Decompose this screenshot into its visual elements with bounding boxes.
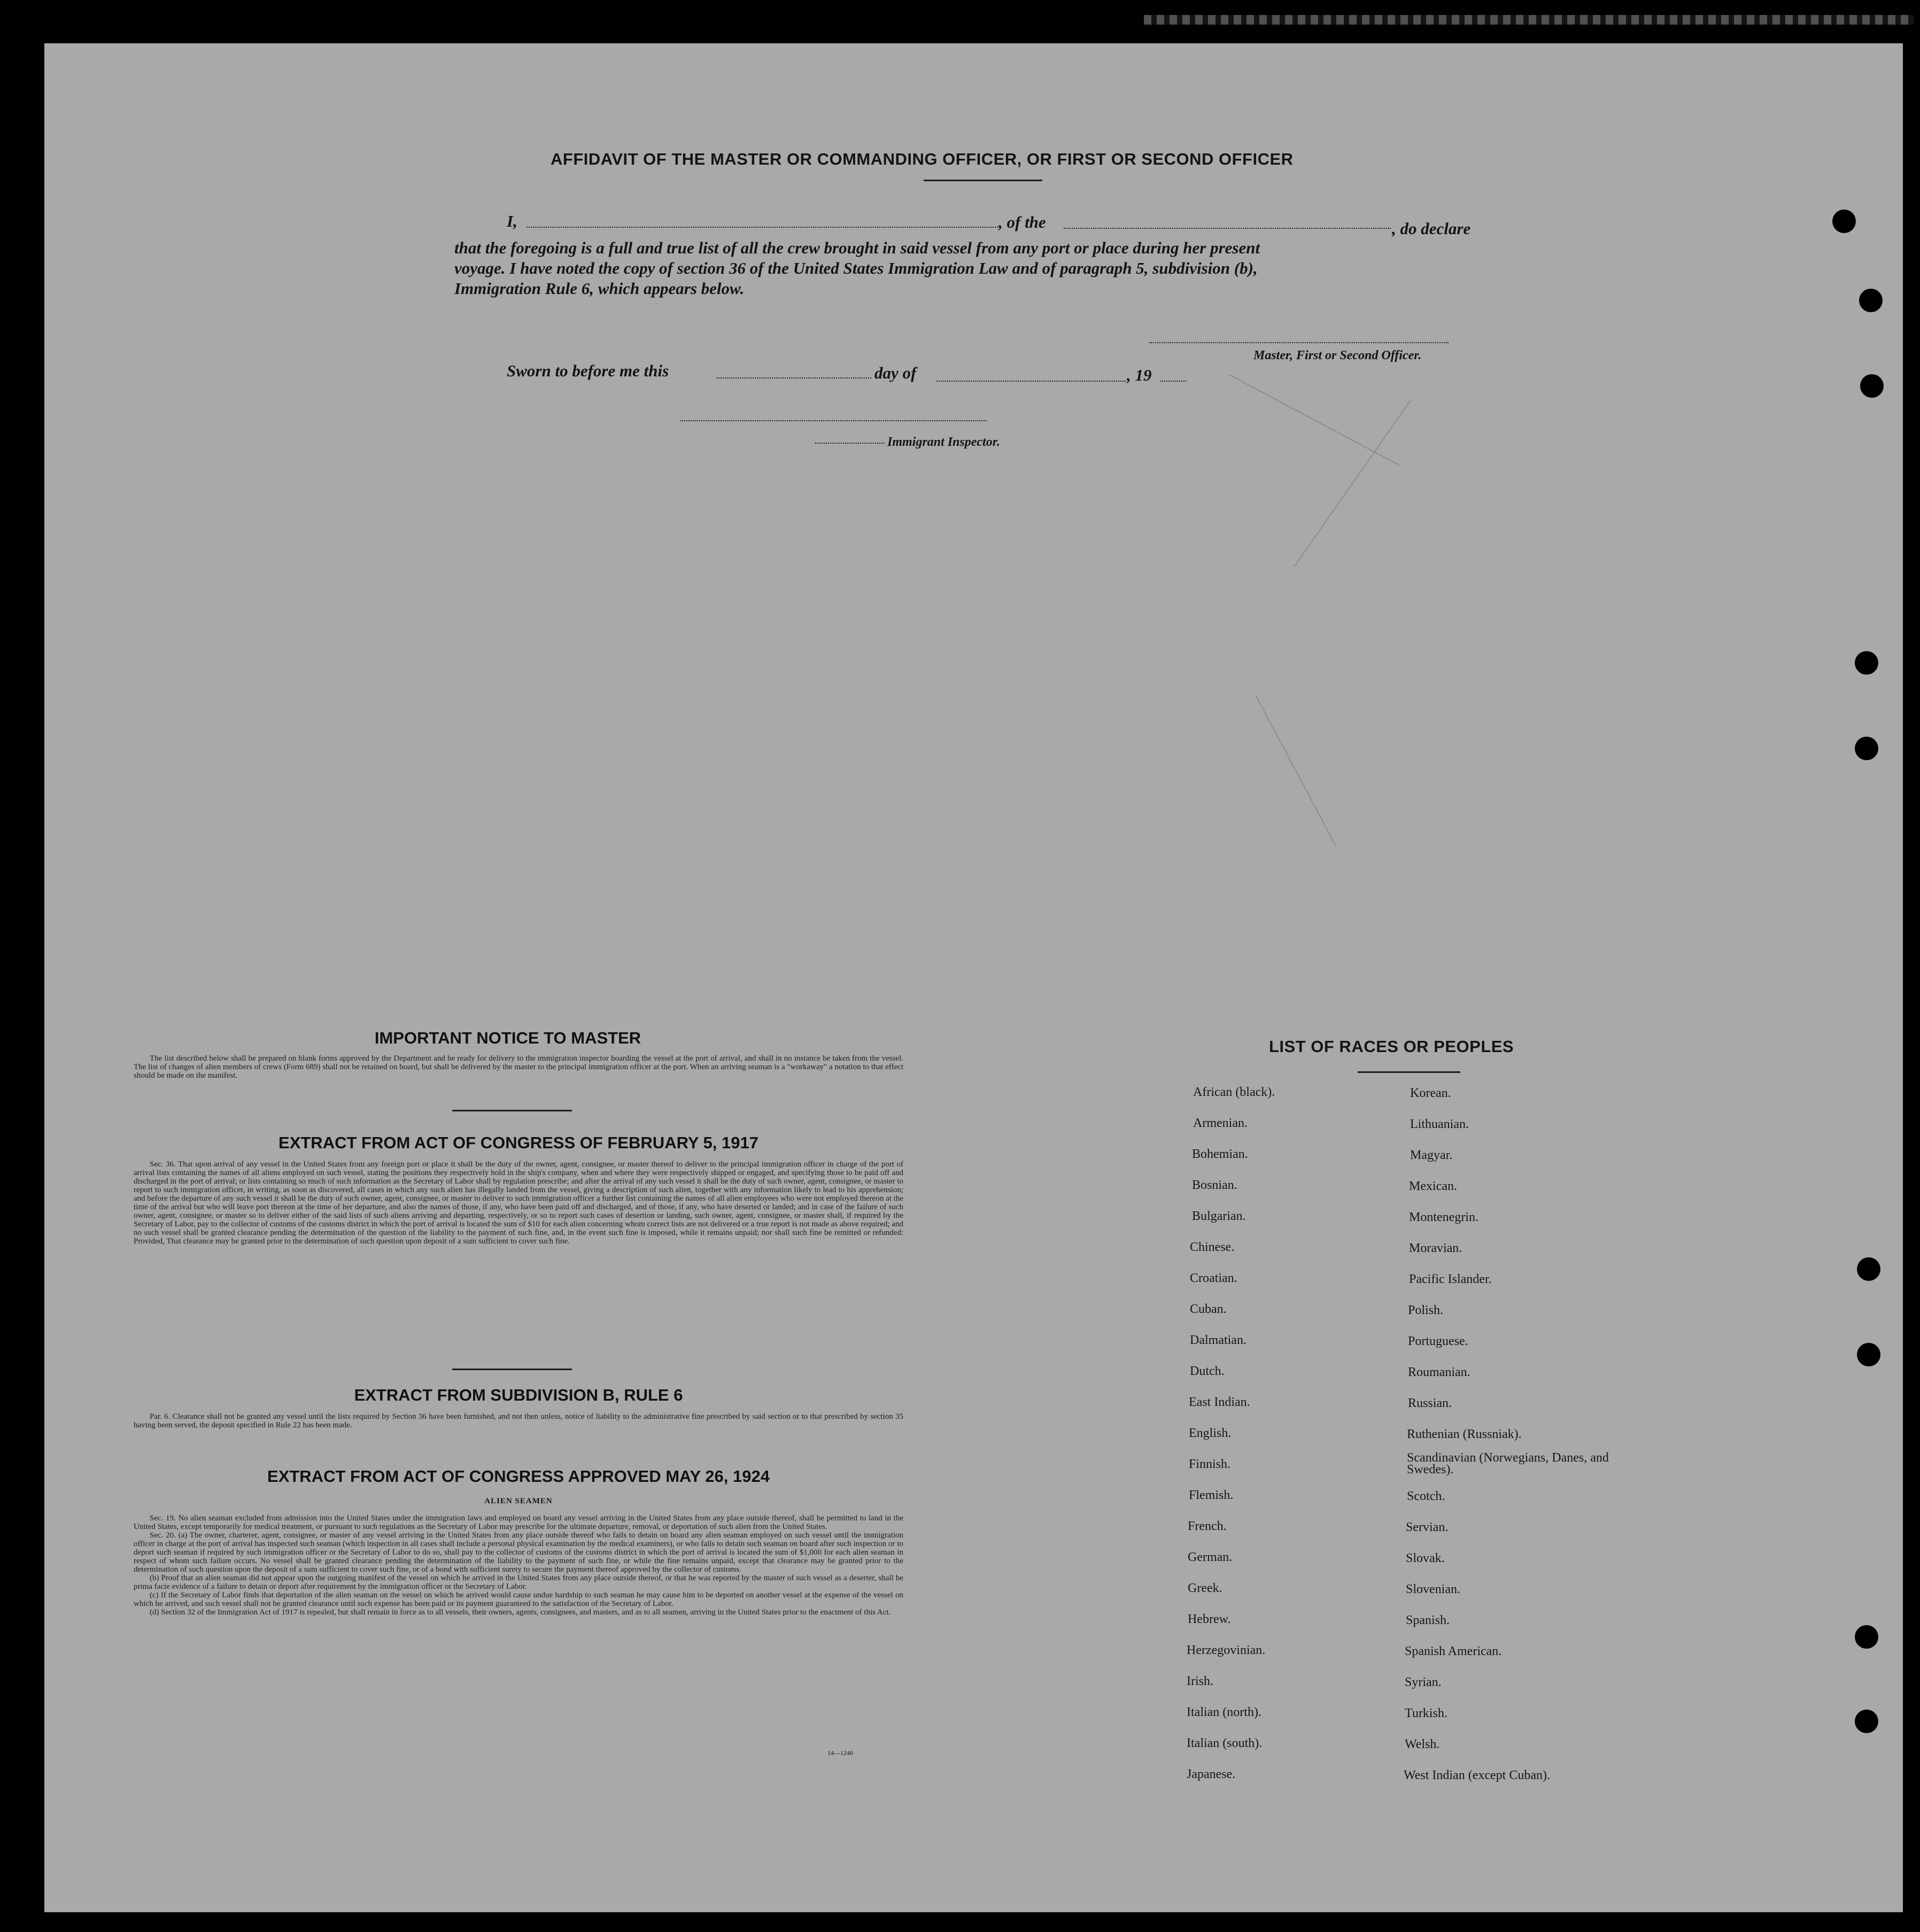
race-item: Servian. bbox=[1406, 1520, 1449, 1534]
race-item: Ruthenian (Russniak). bbox=[1407, 1427, 1522, 1441]
sworn-year-label: , 19 bbox=[1127, 366, 1152, 384]
film-edge bbox=[1144, 15, 1914, 25]
race-item: East Indian. bbox=[1189, 1395, 1250, 1409]
race-item: Dalmatian. bbox=[1190, 1333, 1247, 1347]
section-divider bbox=[452, 1369, 572, 1370]
extract-1924-paragraph: Sec. 20. (a) The owner, charterer, agent, consignee, or master of any vessel arriving in the United States from any place outside thereof who fails to detain on board any alien seaman employed on such vessel until the immigration officer in charge at the port of arrival has inspected such seaman (which inspection in all cases shall include a personal physical examination by the medical examiners), or who fails to detain such seaman on board after such inspection or to deport such seaman if required by such immigration officer or the Secretary of Labor to do so, shall pay to the collector of customs of the customs district in which the port of arrival is located the sum of $1,000 for each alien seaman in respect of whom such failure occurs. No vessel shall be granted clearance pending the determination of the liability to the payment of such fine, or while the fine remains unpaid, except that clearance may be granted prior to the determination of such question upon the deposit of a sum sufficient to cover such fine, or of a bond with sufficient surety to secure the payment thereof approved by the collector of customs. bbox=[134, 1531, 903, 1574]
extract-rule6-title: EXTRACT FROM SUBDIVISION B, RULE 6 bbox=[354, 1386, 683, 1404]
extract-1917-paragraph: Sec. 36. That upon arrival of any vessel in the United States from any foreign port or place it shall be the duty of the owner, agent, consignee, or master thereof to deliver to the principal immigration officer in charge of the port of arrival lists containing the names of all aliens employed on such vessel, stating the positions they respectively hold in the ship's company, when and where they were respectively shipped or engaged, and specifying those to be paid off and discharged in the port of arrival; or lists containing so much of such information as the Secretary of Labor shall by regulation prescribe; and after the arrival of any such vessel it shall be the duty of such owner, agent, consignee, or master to report to such immigration officer, in writing, as soon as discovered, all cases in which any such alien has illegally landed from the vessel, giving a description of such alien, together with any information likely to lead to his apprehension; and before the departure of any such vessel it shall be the duty of such owner, agent, consignee, or master to deliver to such immigration officer a further list containing the names of all alien employees who were not employed thereon at the time of the arrival but who will leave port thereon at the time of her departure, and also the names of those, if any, who have been paid off and discharged, and of those, if any, who have deserted or landed; and in case of the failure of such owner, agent, consignee, or master so to deliver either of the said lists of such aliens arriving and departing, respectively, or so to report such cases of desertion or landing, such owner, agent, consignee, or master shall, if required by the Secretary of Labor, pay to the collector of customs of the customs district in which the port of arrival is located the sum of $10 for each alien concerning whom correct lists are not delivered or a true report is not made as above required; and no such vessel shall be granted clearance pending the determination of the question of the liability to the payment of such fine, and, in the event such fine is imposed, while it remains unpaid; nor shall such fine be remitted or refunded: Provided, That clearance may be granted prior to the determination of such question upon deposit of a sum sufficient to cover such fine. bbox=[134, 1160, 903, 1246]
vessel-name-blank[interactable] bbox=[1064, 228, 1391, 229]
punch-hole bbox=[1832, 210, 1856, 233]
race-item: Flemish. bbox=[1189, 1488, 1234, 1502]
notice-title: IMPORTANT NOTICE TO MASTER bbox=[374, 1029, 641, 1047]
punch-hole bbox=[1855, 737, 1878, 760]
races-title-underline bbox=[1358, 1071, 1460, 1073]
race-item: Montenegrin. bbox=[1409, 1210, 1478, 1224]
race-item: Mexican. bbox=[1409, 1179, 1457, 1193]
punch-hole bbox=[1860, 374, 1884, 398]
race-item: Italian (south). bbox=[1187, 1736, 1263, 1750]
punch-hole bbox=[1855, 651, 1878, 675]
race-item: Moravian. bbox=[1409, 1241, 1462, 1255]
master-name-blank[interactable] bbox=[527, 227, 998, 228]
affidavit-line-2: that the foregoing is a full and true list of all the crew brought in said vessel from any port or place during her present bbox=[454, 238, 1260, 257]
extract-1924-title: EXTRACT FROM ACT OF CONGRESS APPROVED MAY 26, 1924 bbox=[267, 1467, 770, 1486]
race-item: Lithuanian. bbox=[1410, 1117, 1469, 1131]
race-item: Cuban. bbox=[1190, 1302, 1227, 1316]
extract-rule6-text bbox=[134, 1412, 903, 1429]
race-item: English. bbox=[1189, 1426, 1232, 1440]
race-item: Slovak. bbox=[1406, 1551, 1445, 1565]
race-item: Dutch. bbox=[1190, 1364, 1225, 1378]
extract-1917-text bbox=[134, 1160, 903, 1246]
race-item: French. bbox=[1188, 1519, 1227, 1533]
race-item: Chinese. bbox=[1190, 1240, 1235, 1254]
master-signature-blank[interactable] bbox=[1149, 342, 1449, 343]
affidavit-line-3: voyage. I have noted the copy of section 36 of the United States Immigration Law and of paragraph 5, subdivision (b), bbox=[454, 259, 1258, 277]
extract-1917-title: EXTRACT FROM ACT OF CONGRESS OF FEBRUARY 5, 1917 bbox=[278, 1133, 758, 1152]
punch-hole bbox=[1855, 1710, 1878, 1733]
race-item: Irish. bbox=[1187, 1674, 1213, 1688]
race-item: Scandinavian (Norwegians, Danes, and Swedes). bbox=[1407, 1451, 1609, 1477]
extract-1924-paragraph: (d) Section 32 of the Immigration Act of 1917 is repealed, but shall remain in force as to all vessels, their owners, agents, consignees, and masters, and as to all seamen, arriving in the United States prior to the enactment of this Act. bbox=[150, 1608, 891, 1617]
race-item: Hebrew. bbox=[1188, 1612, 1231, 1626]
punch-hole bbox=[1857, 1257, 1880, 1281]
extract-1924-paragraph: (c) If the Secretary of Labor finds that deportation of the alien seaman on the vessel on which he arrived would cause undue hardship to such seaman he may cause him to be deported on another vessel at the expense of the vessel on which he arrived, and such vessel shall not be granted clearance until such expense has been paid or its payment guaranteed to the satisfaction of the Secretary of Labor. bbox=[134, 1591, 903, 1608]
race-item: Herzegovinian. bbox=[1187, 1643, 1266, 1657]
race-item: Russian. bbox=[1408, 1396, 1452, 1410]
form-number: 14—1240 bbox=[827, 1749, 853, 1757]
document-page bbox=[44, 43, 1903, 1912]
extract-1924-paragraph: Sec. 19. No alien seaman excluded from admission into the United States under the immigration laws and employed on board any vessel arriving in the United States from any place outside thereof, shall be permitted to land in the United States, except temporarily for medical treatment, or pursuant to such regulations as the Secretary of Labor may prescribe for the ultimate departure, removal, or deportation of such alien from the United States. bbox=[134, 1514, 903, 1531]
race-item: Finnish. bbox=[1189, 1457, 1231, 1471]
affidavit-i-label: I, bbox=[507, 212, 517, 230]
inspector-title-dash bbox=[815, 443, 885, 444]
extract-rule6-paragraph: Par. 6. Clearance shall not be granted any vessel until the lists required by Section 36 have been furnished, and not then unless, notice of liability to the administrative fine prescribed by said section or to that prescribed by section 35 having been served, the deposit specified in Rule 22 has been made. bbox=[134, 1412, 903, 1429]
sworn-label: Sworn to before me this bbox=[507, 361, 669, 380]
race-item: African (black). bbox=[1193, 1085, 1275, 1099]
race-item: Pacific Islander. bbox=[1409, 1272, 1492, 1286]
race-item: Japanese. bbox=[1187, 1767, 1236, 1781]
race-item: German. bbox=[1188, 1550, 1233, 1564]
affidavit-line-4: Immigration Rule 6, which appears below. bbox=[454, 279, 745, 298]
sworn-month-blank[interactable] bbox=[936, 381, 1126, 382]
punch-hole bbox=[1857, 1343, 1880, 1366]
notice-text bbox=[134, 1054, 903, 1080]
sworn-day-blank[interactable] bbox=[716, 377, 871, 378]
title-underline bbox=[924, 180, 1042, 181]
race-item: Spanish. bbox=[1406, 1613, 1450, 1627]
notice-paragraph: The list described below shall be prepared on blank forms approved by the Department and be ready for delivery to the immigration inspector boarding the vessel at the port of arrival, and shall in no instance be taken from the vessel. The list of changes of alien members of crews (Form 689) shall not be retained on board, but shall be delivered by the master to the principal immigration officer at the port. When an arriving seaman is a "workaway" a notation to that effect should be made on the manifest. bbox=[134, 1054, 903, 1080]
race-item: Welsh. bbox=[1405, 1737, 1440, 1751]
affidavit-title: AFFIDAVIT OF THE MASTER OR COMMANDING OFFICER, OR FIRST OR SECOND OFFICER bbox=[551, 150, 1294, 168]
race-item: Portuguese. bbox=[1408, 1334, 1468, 1348]
race-item: Slovenian. bbox=[1406, 1582, 1460, 1596]
race-item: Armenian. bbox=[1193, 1116, 1248, 1130]
sworn-year-blank[interactable] bbox=[1160, 381, 1187, 382]
race-item: Croatian. bbox=[1190, 1271, 1237, 1285]
race-item: Bulgarian. bbox=[1192, 1209, 1246, 1223]
extract-1924-text bbox=[134, 1514, 903, 1617]
race-item: Bosnian. bbox=[1192, 1178, 1237, 1192]
declare-label: , do declare bbox=[1392, 219, 1471, 238]
race-item: Spanish American. bbox=[1405, 1644, 1502, 1658]
race-item: Italian (north). bbox=[1187, 1705, 1261, 1719]
race-item: West Indian (except Cuban). bbox=[1404, 1768, 1550, 1782]
race-item: Syrian. bbox=[1405, 1675, 1442, 1689]
race-item: Scotch. bbox=[1407, 1489, 1445, 1503]
races-title: LIST OF RACES OR PEOPLES bbox=[1269, 1037, 1514, 1056]
inspector-caption: Immigrant Inspector. bbox=[887, 435, 1000, 449]
day-of-label: day of bbox=[874, 364, 917, 382]
race-item: Turkish. bbox=[1405, 1706, 1447, 1720]
section-divider bbox=[452, 1110, 572, 1111]
alien-seamen-subtitle: ALIEN SEAMEN bbox=[484, 1497, 553, 1505]
race-item: Bohemian. bbox=[1192, 1147, 1248, 1161]
punch-hole bbox=[1855, 1625, 1878, 1649]
race-item: Roumanian. bbox=[1408, 1365, 1470, 1379]
inspector-signature-blank[interactable] bbox=[680, 420, 987, 421]
race-item: Greek. bbox=[1188, 1581, 1222, 1595]
race-item: Korean. bbox=[1410, 1086, 1451, 1100]
race-item: Polish. bbox=[1408, 1303, 1444, 1317]
punch-hole bbox=[1859, 289, 1883, 312]
of-the-label: , of the bbox=[998, 213, 1046, 231]
extract-1924-paragraph: (b) Proof that an alien seaman did not appear upon the outgoing manifest of the vessel on which he arrived in the United States from any place outside thereof, or that he was reported by the master of such vessel as a deserter, shall be prima facie evidence of a failure to detain or deport after requirement by the immigration officer or the Secretary of Labor. bbox=[134, 1574, 903, 1591]
master-signature-caption: Master, First or Second Officer. bbox=[1253, 349, 1422, 362]
race-item: Magyar. bbox=[1410, 1148, 1453, 1162]
